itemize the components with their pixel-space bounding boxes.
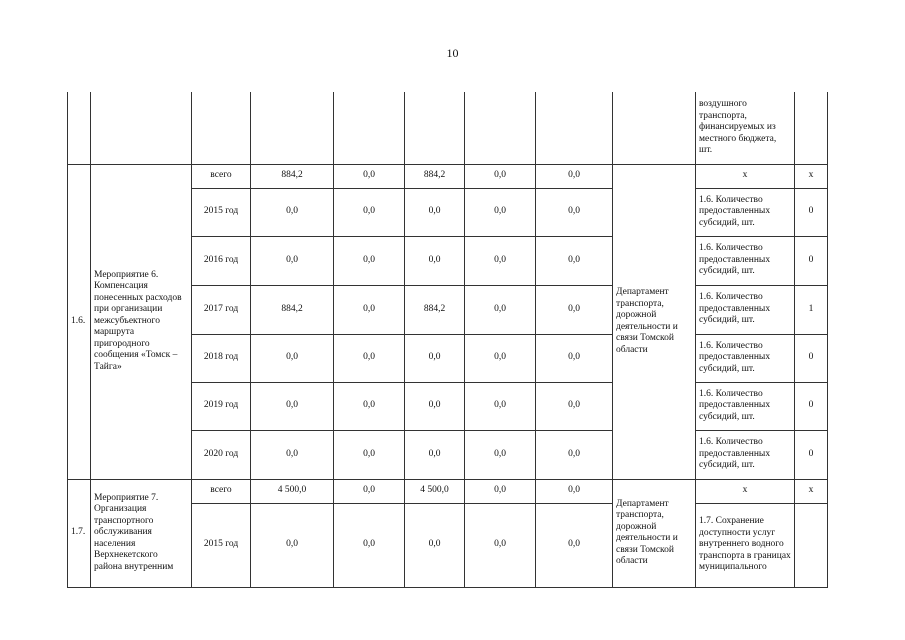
cell-value <box>795 92 828 164</box>
cell-period: 2018 год <box>192 334 251 382</box>
cell-regional: 884,2 <box>405 164 465 188</box>
cell-federal: 0,0 <box>334 164 405 188</box>
cell-value: 0 <box>795 382 828 430</box>
cell-local: 0,0 <box>465 334 536 382</box>
table-row <box>68 92 828 164</box>
table-row <box>68 479 828 503</box>
cell-other: 0,0 <box>536 382 613 430</box>
cell-indicator: х <box>696 164 795 188</box>
cell-regional: 4 500,0 <box>405 479 465 503</box>
cell-indicator: воздушного транспорта, финансируемых из местного бюджета, шт. <box>696 92 795 164</box>
cell-other: 0,0 <box>536 430 613 479</box>
cell-regional: 0,0 <box>405 430 465 479</box>
program-table <box>67 92 828 588</box>
cell-period: всего <box>192 164 251 188</box>
cell-total <box>251 92 334 164</box>
cell-local: 0,0 <box>465 479 536 503</box>
cell-period: 2015 год <box>192 503 251 587</box>
cell-regional: 884,2 <box>405 285 465 334</box>
cell-other <box>536 92 613 164</box>
cell-total: 0,0 <box>251 334 334 382</box>
cell-total: 0,0 <box>251 236 334 285</box>
cell-regional: 0,0 <box>405 188 465 236</box>
cell-federal: 0,0 <box>334 236 405 285</box>
table-row <box>68 164 828 188</box>
cell-period: всего <box>192 479 251 503</box>
cell-local: 0,0 <box>465 503 536 587</box>
cell-indicator: 1.6. Количество предоставленных субсидий, шт. <box>696 430 795 479</box>
cell-number <box>68 92 91 164</box>
cell-executor <box>613 92 696 164</box>
cell-period: 2020 год <box>192 430 251 479</box>
cell-period: 2019 год <box>192 382 251 430</box>
cell-indicator: 1.6. Количество предоставленных субсидий, шт. <box>696 188 795 236</box>
section-number: 1.7. <box>68 479 91 587</box>
cell-period: 2016 год <box>192 236 251 285</box>
cell-value: х <box>795 164 828 188</box>
cell-federal: 0,0 <box>334 479 405 503</box>
cell-value: 0 <box>795 334 828 382</box>
cell-total: 0,0 <box>251 382 334 430</box>
cell-local: 0,0 <box>465 285 536 334</box>
cell-value <box>795 503 828 587</box>
cell-total: 884,2 <box>251 285 334 334</box>
cell-regional: 0,0 <box>405 382 465 430</box>
cell-regional: 0,0 <box>405 503 465 587</box>
executor: Департамент транспорта, дорожной деятельности и связи Томской области <box>613 164 696 479</box>
cell-federal: 0,0 <box>334 334 405 382</box>
cell-indicator: 1.6. Количество предоставленных субсидий, шт. <box>696 285 795 334</box>
cell-indicator: 1.6. Количество предоставленных субсидий, шт. <box>696 236 795 285</box>
executor: Департамент транспорта, дорожной деятельности и связи Томской области <box>613 479 696 587</box>
cell-indicator: 1.6. Количество предоставленных субсидий, шт. <box>696 382 795 430</box>
cell-value: 1 <box>795 285 828 334</box>
cell-local <box>465 92 536 164</box>
cell-local: 0,0 <box>465 164 536 188</box>
cell-indicator: х <box>696 479 795 503</box>
cell-total: 0,0 <box>251 430 334 479</box>
cell-federal: 0,0 <box>334 188 405 236</box>
cell-other: 0,0 <box>536 164 613 188</box>
section-number: 1.6. <box>68 164 91 479</box>
cell-local: 0,0 <box>465 382 536 430</box>
cell-federal: 0,0 <box>334 285 405 334</box>
cell-regional: 0,0 <box>405 236 465 285</box>
cell-period: 2015 год <box>192 188 251 236</box>
cell-total: 4 500,0 <box>251 479 334 503</box>
cell-other: 0,0 <box>536 236 613 285</box>
cell-value: х <box>795 479 828 503</box>
cell-federal: 0,0 <box>334 430 405 479</box>
cell-name <box>91 92 192 164</box>
cell-total: 884,2 <box>251 164 334 188</box>
cell-regional <box>405 92 465 164</box>
cell-period: 2017 год <box>192 285 251 334</box>
cell-federal: 0,0 <box>334 382 405 430</box>
cell-indicator: 1.7. Сохранение доступности услуг внутреннего водного транспорта в границах муниципального <box>696 503 795 587</box>
cell-local: 0,0 <box>465 188 536 236</box>
cell-indicator: 1.6. Количество предоставленных субсидий, шт. <box>696 334 795 382</box>
page-number: 10 <box>446 46 459 60</box>
cell-other: 0,0 <box>536 285 613 334</box>
cell-other: 0,0 <box>536 334 613 382</box>
cell-period <box>192 92 251 164</box>
activity-name: Мероприятие 7. Организация транспортного обслуживания населения Верхнекетского района внутренним <box>91 479 192 587</box>
cell-local: 0,0 <box>465 430 536 479</box>
cell-federal: 0,0 <box>334 503 405 587</box>
cell-value: 0 <box>795 236 828 285</box>
cell-value: 0 <box>795 430 828 479</box>
activity-name: Мероприятие 6. Компенсация понесенных расходов при организации межсубъектного маршрута пригородного сообщения «Томск – Тайга» <box>91 164 192 479</box>
cell-regional: 0,0 <box>405 334 465 382</box>
cell-total: 0,0 <box>251 503 334 587</box>
cell-local: 0,0 <box>465 236 536 285</box>
cell-other: 0,0 <box>536 503 613 587</box>
cell-other: 0,0 <box>536 479 613 503</box>
cell-federal <box>334 92 405 164</box>
cell-other: 0,0 <box>536 188 613 236</box>
cell-total: 0,0 <box>251 188 334 236</box>
cell-value: 0 <box>795 188 828 236</box>
